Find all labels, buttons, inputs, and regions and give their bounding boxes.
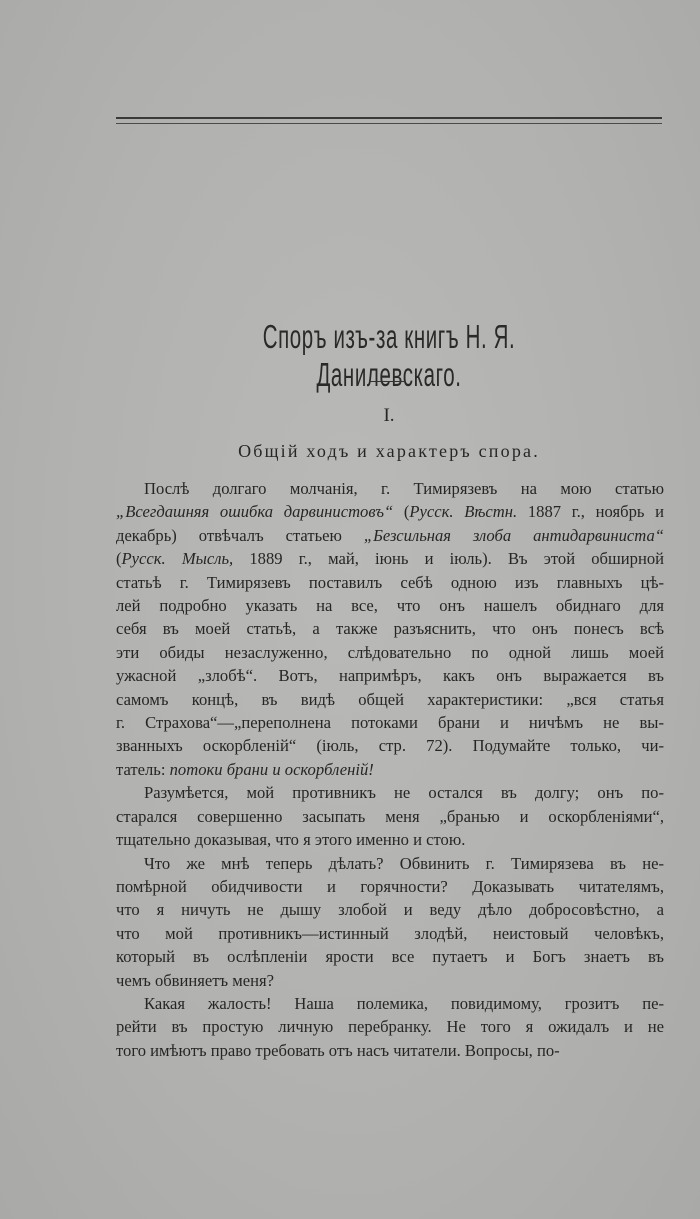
text-line	[116, 617, 664, 640]
paragraph	[116, 477, 664, 781]
italic-run: „Безсильная злоба антидарвиниста“	[363, 525, 664, 545]
text-run: (	[393, 502, 410, 522]
text-run: статьѣ г. Тимирязевъ поставилъ себѣ одною изъ главныхъ цѣ-	[116, 572, 664, 592]
text-run: Какая жалость! Наша полемика, повидимому, грозитъ пе-	[144, 993, 664, 1013]
paragraph	[116, 852, 664, 992]
text-run: самомъ концѣ, въ видѣ общей характеристики: „вся статья	[116, 689, 664, 709]
text-run: рейти въ простую личную перебранку. Не того я ожидалъ и не	[116, 1017, 664, 1037]
italic-run: Русск. Вѣстн.	[409, 502, 518, 522]
italic-run: Русск. Мысль,	[121, 549, 234, 569]
text-line	[116, 641, 664, 664]
text-line	[116, 547, 664, 570]
text-line	[116, 571, 664, 594]
text-run: 1889 г., май, іюнь и іюль). Въ этой обширной	[233, 549, 665, 569]
section-number: I.	[383, 405, 395, 426]
text-line	[116, 477, 664, 500]
text-run: старался совершенно засыпать меня „бранью и оскорбленіями“,	[116, 806, 664, 826]
top-double-rule-thin	[116, 123, 662, 124]
text-line	[116, 1015, 664, 1038]
text-line	[116, 852, 664, 875]
text-run: эти обиды незаслуженно, слѣдовательно по одной лишь моей	[116, 642, 664, 662]
top-double-rule	[116, 117, 662, 119]
text-line	[116, 758, 664, 781]
text-line	[116, 969, 664, 992]
text-run: тщательно доказывая, что я этого именно и стою.	[116, 830, 466, 850]
text-line	[116, 781, 664, 804]
text-line	[116, 664, 664, 687]
text-line	[116, 898, 664, 921]
text-run: себя въ моей статьѣ, а также разъяснить, что онъ понесъ всѣ	[116, 619, 664, 639]
text-line	[116, 805, 664, 828]
paragraph	[116, 781, 664, 851]
text-run: Разумѣется, мой противникъ не остался въ долгу; онъ по-	[144, 783, 664, 803]
text-run: декабрь) отвѣчалъ статьею	[116, 525, 364, 545]
text-run: чемъ обвиняетъ меня?	[116, 970, 274, 990]
text-line	[116, 711, 664, 734]
text-line	[116, 992, 664, 1015]
chapter-title: Споръ изъ-за книгъ Н. Я. Данилевскаго.	[262, 318, 516, 393]
text-line	[116, 594, 664, 617]
text-run: что я ничуть не дышу злобой и веду дѣло добросовѣстно, а	[116, 900, 664, 920]
text-run: татель:	[116, 759, 170, 779]
text-run: который въ ослѣпленіи ярости все путаетъ и Богъ знаетъ въ	[116, 947, 664, 967]
text-run: того имѣютъ право требовать отъ насъ читатели. Вопросы, по-	[116, 1040, 560, 1060]
text-run: что мой противникъ—истинный злодѣй, неистовый человѣкъ,	[116, 923, 664, 943]
text-line	[116, 500, 664, 523]
italic-run: потоки брани и оскорбленій!	[169, 759, 374, 779]
text-line	[116, 688, 664, 711]
text-line	[116, 524, 664, 547]
text-line	[116, 734, 664, 757]
text-run: 1887 г., ноябрь и	[517, 502, 664, 522]
text-run: званныхъ оскорбленій“ (іюль, стр. 72). Подумайте только, чи-	[116, 736, 664, 756]
section-heading: Общій ходъ и характеръ спора.	[238, 441, 540, 461]
text-run: Что же мнѣ теперь дѣлать? Обвинить г. Тимирязева въ не-	[144, 853, 664, 873]
body-text	[116, 477, 664, 1062]
text-line	[116, 922, 664, 945]
text-line	[116, 1039, 664, 1062]
text-line	[116, 875, 664, 898]
text-run: г. Страхова“—„переполнена потоками брани и ничѣмъ не вы-	[116, 713, 664, 733]
italic-run: „Всегдашняя ошибка дарвинистовъ“	[116, 502, 394, 522]
text-run: (	[116, 549, 122, 569]
paragraph	[116, 992, 664, 1062]
text-run: Послѣ долгаго молчанія, г. Тимирязевъ на мою статью	[144, 479, 664, 498]
text-line	[116, 945, 664, 968]
title-divider	[369, 381, 405, 382]
text-run: лей подробно указать на все, что онъ нашелъ обиднаго для	[116, 596, 664, 616]
text-line	[116, 828, 664, 851]
text-run: помѣрной обидчивости и горячности? Доказывать читателямъ,	[116, 876, 664, 896]
text-run: ужасной „злобѣ“. Вотъ, напримѣръ, какъ онъ выражается въ	[116, 666, 664, 686]
